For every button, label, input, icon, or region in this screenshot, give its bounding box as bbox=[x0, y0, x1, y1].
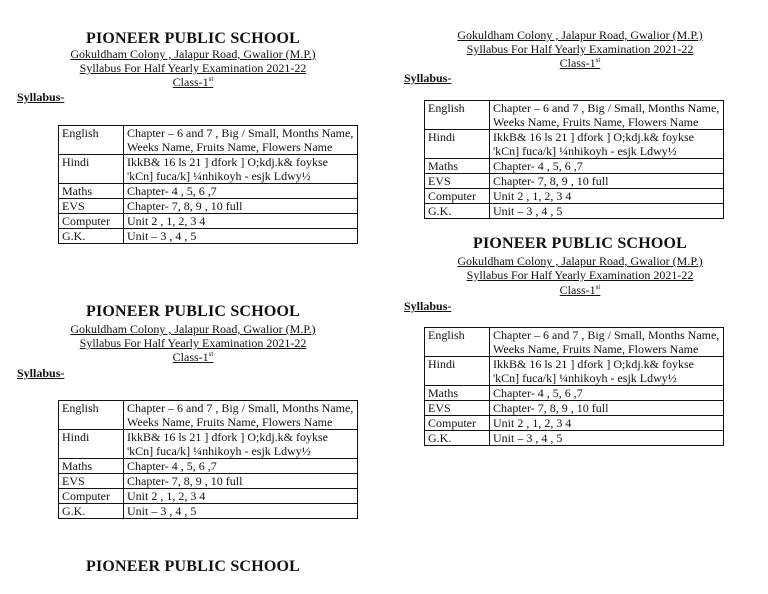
table-row bbox=[425, 130, 724, 159]
content-cell: Chapter- 7, 8, 9 , 10 full bbox=[124, 199, 358, 214]
subject-cell: Maths bbox=[425, 386, 490, 401]
table-row bbox=[425, 416, 724, 431]
subject-cell: Computer bbox=[425, 416, 490, 431]
subject-cell: Computer bbox=[425, 189, 490, 204]
table-row bbox=[59, 430, 358, 459]
table-row bbox=[425, 189, 724, 204]
syllabus-table-3 bbox=[424, 100, 724, 219]
table-row bbox=[425, 159, 724, 174]
table-row bbox=[59, 229, 358, 244]
table-row bbox=[59, 199, 358, 214]
content-cell: Chapter- 7, 8, 9 , 10 full bbox=[490, 401, 724, 416]
syllabus-heading-4: Syllabus- bbox=[404, 299, 452, 313]
content-cell: Chapter – 6 and 7 , Big / Small, Months Name, Weeks Name, Fruits Name, Flowers Name bbox=[490, 101, 724, 130]
table-row bbox=[59, 504, 358, 519]
subject-cell: Maths bbox=[59, 184, 124, 199]
table-row bbox=[425, 101, 724, 130]
school-title-3: PIONEER PUBLIC SCHOOL bbox=[85, 558, 300, 575]
subject-cell: Hindi bbox=[425, 130, 490, 159]
table-row bbox=[425, 328, 724, 357]
table-row bbox=[59, 401, 358, 430]
content-cell: Chapter- 4 , 5, 6 ,7 bbox=[124, 459, 358, 474]
content-cell: IkkB& 16 ls 21 ] dfork ] O;kdj.k& foykse 'kCn] fuca/k] ¼nhikoyh - esjk Ldwy½ bbox=[490, 357, 724, 386]
content-cell: Unit – 3 , 4 , 5 bbox=[124, 504, 358, 519]
syllabus-table-2 bbox=[58, 400, 358, 519]
table-row bbox=[425, 174, 724, 189]
content-cell: Unit 2 , 1, 2, 3 4 bbox=[124, 489, 358, 504]
content-cell: Unit – 3 , 4 , 5 bbox=[490, 204, 724, 219]
school-title-4: PIONEER PUBLIC SCHOOL bbox=[472, 235, 687, 252]
content-cell: Unit 2 , 1, 2, 3 4 bbox=[490, 189, 724, 204]
address-3: Gokuldham Colony , Jalapur Road, Gwalior (M.P.) bbox=[457, 28, 703, 42]
content-cell: IkkB& 16 ls 21 ] dfork ] O;kdj.k& foykse 'kCn] fuca/k] ¼nhikoyh - esjk Ldwy½ bbox=[490, 130, 724, 159]
subject-cell: G.K. bbox=[425, 431, 490, 446]
subject-cell: EVS bbox=[425, 174, 490, 189]
address-2: Gokuldham Colony , Jalapur Road, Gwalior (M.P.) bbox=[70, 322, 316, 336]
subject-cell: EVS bbox=[59, 474, 124, 489]
subject-cell: Computer bbox=[59, 214, 124, 229]
subject-cell: Hindi bbox=[59, 430, 124, 459]
content-cell: Chapter – 6 and 7 , Big / Small, Months Name, Weeks Name, Fruits Name, Flowers Name bbox=[490, 328, 724, 357]
table-row bbox=[425, 204, 724, 219]
table-row bbox=[59, 489, 358, 504]
class-label-4: Class-1st bbox=[559, 283, 601, 297]
content-cell: Chapter- 7, 8, 9 , 10 full bbox=[490, 174, 724, 189]
address-1: Gokuldham Colony , Jalapur Road, Gwalior (M.P.) bbox=[70, 47, 316, 61]
table-row bbox=[59, 474, 358, 489]
syllabus-heading-3: Syllabus- bbox=[404, 71, 452, 85]
subject-cell: Computer bbox=[59, 489, 124, 504]
exam-line-2: Syllabus For Half Yearly Examination 2021-22 bbox=[79, 336, 307, 350]
class-label-1: Class-1st bbox=[172, 75, 214, 89]
subject-cell: G.K. bbox=[425, 204, 490, 219]
content-cell: Chapter- 4 , 5, 6 ,7 bbox=[124, 184, 358, 199]
class-label-2: Class-1st bbox=[172, 350, 214, 364]
subject-cell: Maths bbox=[425, 159, 490, 174]
table-row bbox=[59, 214, 358, 229]
table-row bbox=[59, 155, 358, 184]
subject-cell: Hindi bbox=[59, 155, 124, 184]
table-row bbox=[425, 386, 724, 401]
table-row bbox=[425, 357, 724, 386]
exam-line-3: Syllabus For Half Yearly Examination 2021-22 bbox=[466, 42, 694, 56]
content-cell: Chapter – 6 and 7 , Big / Small, Months Name, Weeks Name, Fruits Name, Flowers Name bbox=[124, 401, 358, 430]
exam-line-1: Syllabus For Half Yearly Examination 2021-22 bbox=[79, 61, 307, 75]
class-label-3: Class-1st bbox=[559, 56, 601, 70]
school-title-1: PIONEER PUBLIC SCHOOL bbox=[85, 30, 300, 47]
syllabus-table-4 bbox=[424, 327, 724, 446]
syllabus-heading-1: Syllabus- bbox=[17, 90, 65, 104]
address-4: Gokuldham Colony , Jalapur Road, Gwalior (M.P.) bbox=[457, 254, 703, 268]
content-cell: Chapter – 6 and 7 , Big / Small, Months Name, Weeks Name, Fruits Name, Flowers Name bbox=[124, 126, 358, 155]
content-cell: Chapter- 4 , 5, 6 ,7 bbox=[490, 386, 724, 401]
content-cell: Chapter- 4 , 5, 6 ,7 bbox=[490, 159, 724, 174]
table-row bbox=[59, 126, 358, 155]
subject-cell: English bbox=[425, 101, 490, 130]
content-cell: Chapter- 7, 8, 9 , 10 full bbox=[124, 474, 358, 489]
content-cell: Unit 2 , 1, 2, 3 4 bbox=[124, 214, 358, 229]
content-cell: Unit 2 , 1, 2, 3 4 bbox=[490, 416, 724, 431]
subject-cell: Maths bbox=[59, 459, 124, 474]
content-cell: IkkB& 16 ls 21 ] dfork ] O;kdj.k& foykse 'kCn] fuca/k] ¼nhikoyh - esjk Ldwy½ bbox=[124, 430, 358, 459]
subject-cell: English bbox=[425, 328, 490, 357]
table-row bbox=[425, 401, 724, 416]
table-row bbox=[59, 459, 358, 474]
school-title-2: PIONEER PUBLIC SCHOOL bbox=[85, 303, 300, 320]
subject-cell: EVS bbox=[59, 199, 124, 214]
subject-cell: G.K. bbox=[59, 229, 124, 244]
subject-cell: Hindi bbox=[425, 357, 490, 386]
subject-cell: G.K. bbox=[59, 504, 124, 519]
content-cell: Unit – 3 , 4 , 5 bbox=[124, 229, 358, 244]
table-row bbox=[425, 431, 724, 446]
subject-cell: English bbox=[59, 401, 124, 430]
subject-cell: EVS bbox=[425, 401, 490, 416]
content-cell: Unit – 3 , 4 , 5 bbox=[490, 431, 724, 446]
subject-cell: English bbox=[59, 126, 124, 155]
content-cell: IkkB& 16 ls 21 ] dfork ] O;kdj.k& foykse 'kCn] fuca/k] ¼nhikoyh - esjk Ldwy½ bbox=[124, 155, 358, 184]
syllabus-heading-2: Syllabus- bbox=[17, 366, 65, 380]
syllabus-table-1 bbox=[58, 125, 358, 244]
table-row bbox=[59, 184, 358, 199]
exam-line-4: Syllabus For Half Yearly Examination 2021-22 bbox=[466, 268, 694, 282]
